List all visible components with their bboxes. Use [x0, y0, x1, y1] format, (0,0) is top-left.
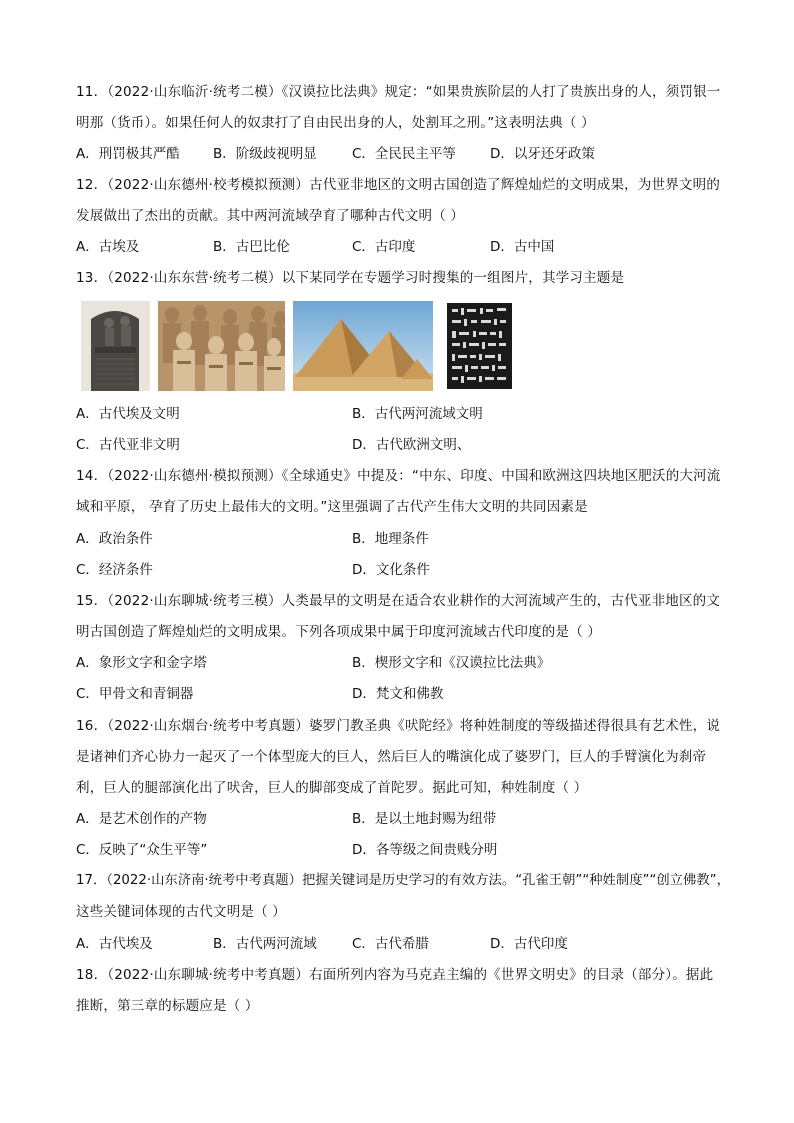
q16-option-a[interactable]: A．是艺术创作的产物: [76, 811, 207, 827]
q15-stem-line2: 明古国创造了辉煌灿烂的文明成果。下列各项成果中属于印度河流域古代印度的是（ ）: [76, 624, 602, 640]
q15-option-b[interactable]: B．楔形文字和《汉谟拉比法典》: [352, 655, 551, 671]
terracotta-warriors-image: [158, 301, 285, 391]
q11-option-c[interactable]: C．全民民主平等: [352, 146, 456, 162]
q14-option-b[interactable]: B．地理条件: [352, 531, 429, 547]
q11-option-b[interactable]: B．阶级歧视明显: [213, 146, 317, 162]
q13-option-a[interactable]: A．古代埃及文明: [76, 406, 180, 422]
q17-option-a[interactable]: A．古代埃及: [76, 936, 153, 952]
q11-stem-line2: 明那（货币）。如果任何人的奴隶打了自由民出身的人，处割耳之刑。”这表明法典（ ）: [76, 115, 595, 131]
q17-option-d[interactable]: D．古代印度: [490, 936, 568, 952]
q11-stem-line1: 11．（2022·山东临沂·统考二模）《汉谟拉比法典》规定：“如果贵族阶层的人打了贵族出身的人，须罚银一: [76, 84, 721, 100]
q14-option-a[interactable]: A．政治条件: [76, 531, 153, 547]
q15-stem-line1: 15．（2022·山东聊城·统考三模）人类最早的文明是在适合农业耕作的大河流域产生的，古代亚非地区的文: [76, 593, 721, 609]
q16-option-b[interactable]: B．是以土地封赐为纽带: [352, 811, 497, 827]
hammurabi-stele-image: [81, 301, 150, 391]
q11-option-d[interactable]: D．以牙还牙政策: [490, 146, 595, 162]
q15-option-a[interactable]: A．象形文字和金字塔: [76, 655, 207, 671]
q14-option-c[interactable]: C．经济条件: [76, 562, 153, 578]
q12-option-b[interactable]: B．古巴比伦: [213, 239, 290, 255]
q15-option-d[interactable]: D．梵文和佛教: [352, 686, 444, 702]
q12-option-a[interactable]: A．古埃及: [76, 239, 140, 255]
q13-option-b[interactable]: B．古代两河流域文明: [352, 406, 483, 422]
q13-option-d[interactable]: D．古代欧洲文明、: [352, 437, 471, 453]
q14-option-d[interactable]: D．文化条件: [352, 562, 430, 578]
q17-stem-line1: 17．（2022·山东济南·统考中考真题）把握关键词是历史学习的有效方法。“孔雀王朝”“种姓制度”“创立佛教”，: [76, 873, 730, 888]
q17-option-b[interactable]: B．古代两河流域: [213, 936, 317, 952]
q16-option-c[interactable]: C．反映了“众生平等”: [76, 842, 208, 858]
q18-stem-line2: 推断，第三章的标题应是（ ）: [76, 998, 259, 1014]
q16-stem-line2: 是诸神们齐心协力一起灭了一个体型庞大的巨人，然后巨人的嘴演化成了婆罗门，巨人的手臂演化为刹帝: [76, 749, 707, 765]
q11-option-a[interactable]: A．刑罚极其严酷: [76, 146, 180, 162]
q16-stem-line3: 利，巨人的腿部演化出了吠舍，巨人的脚部变成了首陀罗。据此可知，种姓制度（ ）: [76, 780, 588, 796]
q12-stem-line1: 12．（2022·山东德州·校考模拟预测）古代亚非地区的文明古国创造了辉煌灿烂的文明成果，为世界文明的: [76, 177, 721, 193]
q15-option-c[interactable]: C．甲骨文和青铜器: [76, 686, 194, 702]
q13-option-c[interactable]: C．古代亚非文明: [76, 437, 180, 453]
q12-option-c[interactable]: C．古印度: [352, 239, 416, 255]
q12-option-d[interactable]: D．古中国: [490, 239, 555, 255]
q18-stem-line1: 18．（2022·山东聊城·统考中考真题）右面所列内容为马克垚主编的《世界文明史》的目录（部分）。据此: [76, 967, 714, 983]
q14-stem-line2: 域和平原， 孕育了历史上最伟大的文明。”这里强调了古代产生伟大文明的共同因素是: [76, 499, 588, 515]
q17-option-c[interactable]: C．古代希腊: [352, 936, 429, 952]
q17-stem-line2: 这些关键词体现的古代文明是（ ）: [76, 904, 286, 920]
pyramids-image: [293, 301, 433, 391]
q13-stem-line1: 13．（2022·山东东营·统考二模）以下某同学在专题学习时搜集的一组图片，其学习主题是: [76, 270, 625, 286]
q14-stem-line1: 14．（2022·山东德州·模拟预测）《全球通史》中提及：“中东、印度、中国和欧洲这四块地区肥沃的大河流: [76, 468, 721, 484]
q16-stem-line1: 16．（2022·山东烟台·统考中考真题）婆罗门教圣典《吠陀经》将种姓制度的等级描述得很具有艺术性，说: [76, 718, 721, 734]
cuneiform-tablet-image: [445, 301, 514, 391]
q12-stem-line2: 发展做出了杰出的贡献。其中两河流域孕育了哪种古代文明（ ）: [76, 208, 465, 224]
q16-option-d[interactable]: D．各等级之间贵贱分明: [352, 842, 498, 858]
